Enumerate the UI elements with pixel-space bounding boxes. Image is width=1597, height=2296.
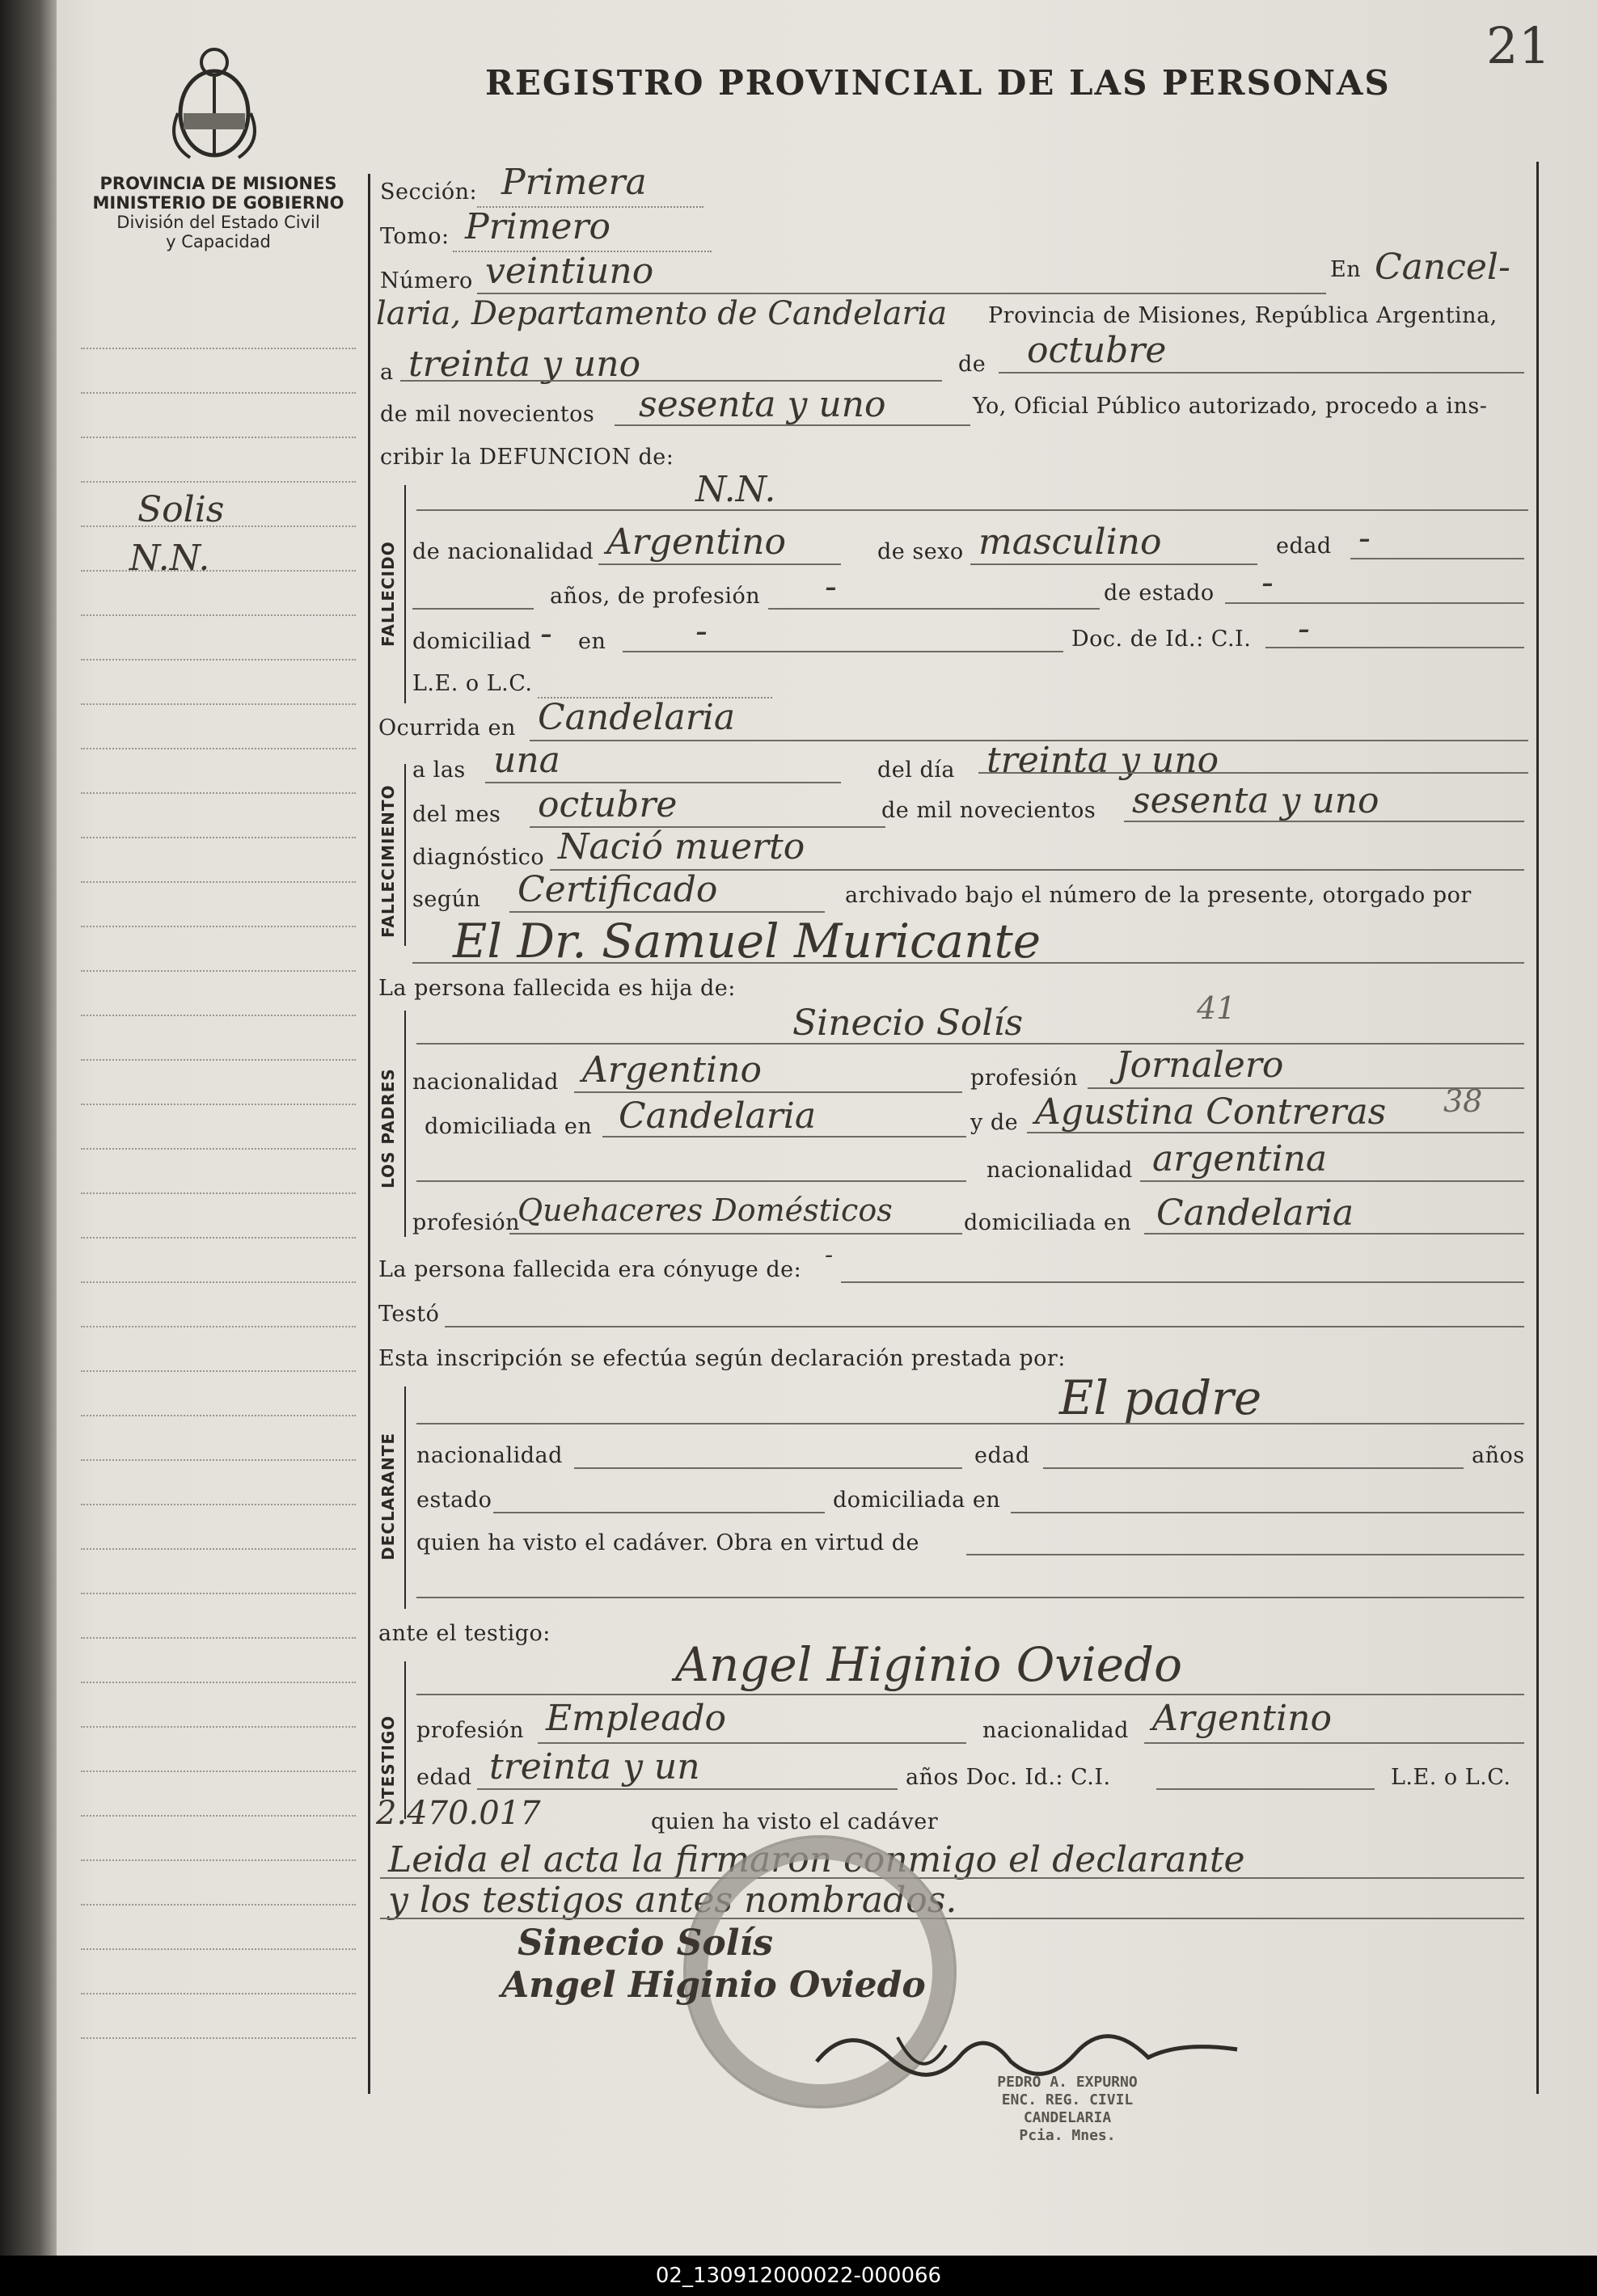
margin-rule-line bbox=[81, 1326, 356, 1327]
margin-rule-line bbox=[81, 348, 356, 349]
seccion-label: Sección: bbox=[380, 179, 478, 205]
margin-rule-line bbox=[81, 1015, 356, 1016]
margin-rule-line bbox=[81, 1815, 356, 1817]
left-column-rule bbox=[368, 174, 370, 2094]
padre-nombre: Sinecio Solís bbox=[792, 1002, 1024, 1044]
margin-rule-line bbox=[81, 614, 356, 616]
margin-rule-line bbox=[81, 1148, 356, 1150]
testigo-profesion: Empleado bbox=[546, 1698, 727, 1739]
fallecido-domicilio: - bbox=[695, 610, 708, 652]
padre-domicilio: Candelaria bbox=[619, 1095, 817, 1137]
padre-prof-label: profesión bbox=[970, 1066, 1079, 1091]
padre-edad: 41 bbox=[1197, 990, 1236, 1026]
ministry-line-3: División del Estado Civil bbox=[116, 213, 320, 232]
margin-rule-line bbox=[81, 1593, 356, 1594]
fallecido-domicilio-label: domiciliad bbox=[412, 629, 532, 654]
margin-note-name: N.N. bbox=[129, 538, 210, 579]
fallecido-edad-label: edad bbox=[1276, 534, 1332, 559]
margin-rule-line bbox=[81, 481, 356, 483]
right-column-rule bbox=[1536, 162, 1539, 2094]
fallecido-anios-label: años, de profesión bbox=[550, 584, 761, 609]
cierre-linea-2: y los testigos antes nombrados. bbox=[388, 1880, 957, 1921]
seccion-value: Primera bbox=[501, 162, 647, 203]
margin-rule-line bbox=[81, 1281, 356, 1283]
margin-rule-line bbox=[81, 1993, 356, 1994]
fallecimiento-dia-label: del día bbox=[877, 758, 955, 783]
section-fallecido: FALLECIDO bbox=[378, 541, 398, 647]
padre-dom-label: domiciliada en bbox=[425, 1114, 593, 1139]
testigo-doc: 2.470.017 bbox=[376, 1795, 541, 1832]
margin-rule-line bbox=[81, 703, 356, 705]
padres-hija-label: La persona fallecida es hija de: bbox=[378, 976, 736, 1001]
fallecimiento-medico: El Dr. Samuel Muricante bbox=[453, 914, 1041, 969]
dia-value: treinta y uno bbox=[408, 344, 641, 385]
firma-testigo: Angel Higinio Oviedo bbox=[501, 1965, 926, 2006]
en-label: En bbox=[1330, 257, 1362, 282]
testigo-visto-label: quien ha visto el cadáver bbox=[651, 1809, 939, 1834]
a-label: a bbox=[380, 360, 394, 385]
margin-rule-line bbox=[81, 792, 356, 794]
margin-rule-line bbox=[81, 748, 356, 749]
fallecido-edad: - bbox=[1358, 517, 1371, 559]
official-stamp-line-3: CANDELARIA bbox=[1023, 2109, 1112, 2126]
section-testigo: TESTIGO bbox=[378, 1715, 398, 1799]
margin-rule-line bbox=[81, 1237, 356, 1239]
margin-rule-line bbox=[81, 1459, 356, 1461]
madre-nombre: Agustina Contreras bbox=[1035, 1091, 1387, 1133]
madre-profesion: Quehaceres Domésticos bbox=[518, 1192, 893, 1228]
fallecimiento-mes: octubre bbox=[538, 784, 678, 825]
declarante-nombre: El padre bbox=[1059, 1370, 1262, 1425]
fallecimiento-hora-label: a las bbox=[412, 758, 466, 783]
folio-number: 21 bbox=[1486, 16, 1551, 75]
lugar-value-2: laria, Departamento de Candelaria bbox=[376, 295, 948, 332]
testigo-nacionalidad: Argentino bbox=[1152, 1698, 1332, 1739]
margin-rule-line bbox=[81, 1415, 356, 1416]
margin-rule-line bbox=[81, 970, 356, 972]
margin-rule-line bbox=[81, 1904, 356, 1906]
testigo-anios-label: años Doc. Id.: C.I. bbox=[906, 1765, 1111, 1790]
margin-rule-line bbox=[81, 1771, 356, 1772]
inscribir-label: cribir la DEFUNCION de: bbox=[380, 445, 674, 470]
margin-rule-line bbox=[81, 837, 356, 838]
official-stamp-line-4: Pcia. Mnes. bbox=[1019, 2127, 1116, 2144]
declarante-dom-label: domiciliada en bbox=[833, 1488, 1001, 1513]
padre-profesion: Jornalero bbox=[1116, 1045, 1284, 1086]
margin-rule-line bbox=[81, 1059, 356, 1061]
fallecido-profesion: - bbox=[825, 566, 837, 607]
margin-rule-line bbox=[81, 926, 356, 927]
margin-rule-line bbox=[81, 570, 356, 572]
anio-value: sesenta y uno bbox=[639, 384, 886, 425]
fallecido-estado: - bbox=[1261, 562, 1274, 603]
ministry-line-1: PROVINCIA DE MISIONES bbox=[99, 174, 337, 193]
madre-dom-label: domiciliada en bbox=[964, 1210, 1132, 1235]
mil-label: de mil novecientos bbox=[380, 402, 595, 427]
fallecimiento-segun: Certificado bbox=[518, 869, 718, 910]
testigo-prof-label: profesión bbox=[416, 1718, 525, 1743]
testigo-le-label: L.E. o L.C. bbox=[1391, 1765, 1511, 1790]
oficial-label: Yo, Oficial Público autorizado, procedo a ins- bbox=[973, 394, 1488, 419]
fallecido-nacionalidad: Argentino bbox=[606, 521, 786, 563]
lugar-value-1: Cancel- bbox=[1375, 247, 1510, 288]
declarante-intro: Esta inscripción se efectúa según declaración prestada por: bbox=[378, 1346, 1066, 1371]
margin-rule-line bbox=[81, 2037, 356, 2039]
fallecimiento-segun-label: según bbox=[412, 887, 481, 912]
tomo-label: Tomo: bbox=[380, 224, 450, 249]
official-stamp-line-1: PEDRO A. EXPURNO bbox=[997, 2074, 1138, 2091]
fallecido-doc-label: Doc. de Id.: C.I. bbox=[1071, 627, 1252, 652]
tomo-value: Primero bbox=[465, 206, 610, 247]
madre-nacionalidad: argentina bbox=[1152, 1138, 1328, 1180]
section-declarante: DECLARANTE bbox=[378, 1432, 398, 1560]
image-id-caption: 02_130912000022-000066 bbox=[0, 2256, 1597, 2296]
conyuge-valor: - bbox=[825, 1241, 834, 1269]
madre-domicilio: Candelaria bbox=[1156, 1192, 1354, 1234]
testo-label: Testó bbox=[378, 1302, 440, 1327]
declarante-edad-label: edad bbox=[974, 1443, 1030, 1468]
margin-rule-line bbox=[81, 1637, 356, 1639]
declarante-estado-label: estado bbox=[416, 1488, 492, 1513]
testigo-intro: ante el testigo: bbox=[378, 1621, 551, 1646]
margin-rule-line bbox=[81, 1548, 356, 1550]
mes-value: octubre bbox=[1027, 330, 1167, 371]
fallecimiento-dia: treinta y uno bbox=[987, 740, 1219, 781]
fallecido-domicilio-suffix: - bbox=[540, 613, 552, 654]
fallecimiento-anio-label: de mil novecientos bbox=[881, 798, 1096, 823]
ministry-header bbox=[77, 174, 360, 251]
fallecido-sexo: masculino bbox=[978, 521, 1162, 563]
fallecido-nacionalidad-label: de nacionalidad bbox=[412, 539, 594, 564]
declarante-nac-label: nacionalidad bbox=[416, 1443, 563, 1468]
margin-rule-line bbox=[81, 659, 356, 661]
official-stamp-line-2: ENC. REG. CIVIL bbox=[1001, 2091, 1134, 2108]
testigo-nombre: Angel Higinio Oviedo bbox=[675, 1637, 1182, 1692]
ministry-line-2: MINISTERIO DE GOBIERNO bbox=[92, 193, 344, 213]
madre-nac-label: nacionalidad bbox=[987, 1158, 1133, 1183]
numero-value: veintiuno bbox=[485, 251, 654, 292]
cierre-linea-1: Leida el acta la firmaron conmigo el declarante bbox=[388, 1839, 1245, 1880]
margin-rule-line bbox=[81, 1859, 356, 1861]
ocurrida-lugar: Candelaria bbox=[538, 697, 736, 738]
firma-padre: Sinecio Solís bbox=[518, 1922, 773, 1964]
declarante-anios-label: años bbox=[1472, 1443, 1525, 1468]
official-stamp-text bbox=[962, 2074, 1172, 2145]
numero-label: Número bbox=[380, 268, 473, 293]
testigo-edad: treinta y un bbox=[489, 1746, 700, 1787]
fallecido-doc: - bbox=[1298, 608, 1310, 649]
fallecimiento-diagnostico: Nació muerto bbox=[558, 826, 805, 867]
conyuge-label: La persona fallecida era cónyuge de: bbox=[378, 1257, 802, 1282]
madre-edad: 38 bbox=[1443, 1083, 1483, 1119]
madre-prof-label: profesión bbox=[412, 1210, 521, 1235]
fallecido-nombre: N.N. bbox=[695, 469, 776, 510]
margin-rule-line bbox=[81, 1682, 356, 1683]
testigo-nac-label: nacionalidad bbox=[982, 1718, 1129, 1743]
margin-rule-line bbox=[81, 392, 356, 394]
margin-rule-line bbox=[81, 1104, 356, 1105]
fallecimiento-diag-label: diagnóstico bbox=[412, 845, 545, 870]
margin-rule-line bbox=[81, 1192, 356, 1194]
fallecimiento-hora: una bbox=[493, 740, 560, 781]
margin-rule-line bbox=[81, 881, 356, 883]
margin-rule-line bbox=[81, 1504, 356, 1505]
testigo-edad-label: edad bbox=[416, 1765, 472, 1790]
coat-of-arms-icon bbox=[166, 36, 263, 166]
provincia-label: Provincia de Misiones, República Argentina, bbox=[988, 303, 1498, 328]
declarante-visto-label: quien ha visto el cadáver. Obra en virtud de bbox=[416, 1530, 920, 1555]
fallecimiento-archivado-label: archivado bajo el número de la presente, otorgado por bbox=[845, 883, 1472, 908]
fallecimiento-mes-label: del mes bbox=[412, 802, 501, 827]
page-title: REGISTRO PROVINCIAL DE LAS PERSONAS bbox=[485, 63, 1391, 103]
padre-nacionalidad: Argentino bbox=[582, 1049, 762, 1091]
padre-nac-label: nacionalidad bbox=[412, 1070, 559, 1095]
ocurrida-label: Ocurrida en bbox=[378, 715, 516, 741]
section-fallecimiento: FALLECIMIENTO bbox=[378, 784, 398, 938]
book-spine bbox=[0, 0, 57, 2256]
margin-note-surname: Solis bbox=[137, 489, 225, 530]
margin-rule-line bbox=[81, 1370, 356, 1372]
fallecido-estado-label: de estado bbox=[1104, 580, 1215, 606]
fallecido-le-label: L.E. o L.C. bbox=[412, 671, 533, 696]
fallecido-en-label: en bbox=[578, 629, 606, 654]
ministry-line-4: y Capacidad bbox=[166, 232, 271, 251]
margin-rule-line bbox=[81, 1726, 356, 1728]
yde-label: y de bbox=[970, 1110, 1019, 1135]
fallecido-sexo-label: de sexo bbox=[877, 539, 964, 564]
margin-rule-line bbox=[81, 437, 356, 438]
margin-rule-line bbox=[81, 1948, 356, 1950]
fallecimiento-anio: sesenta y uno bbox=[1132, 780, 1379, 821]
de-label: de bbox=[958, 352, 987, 377]
section-padres: LOS PADRES bbox=[378, 1068, 398, 1188]
